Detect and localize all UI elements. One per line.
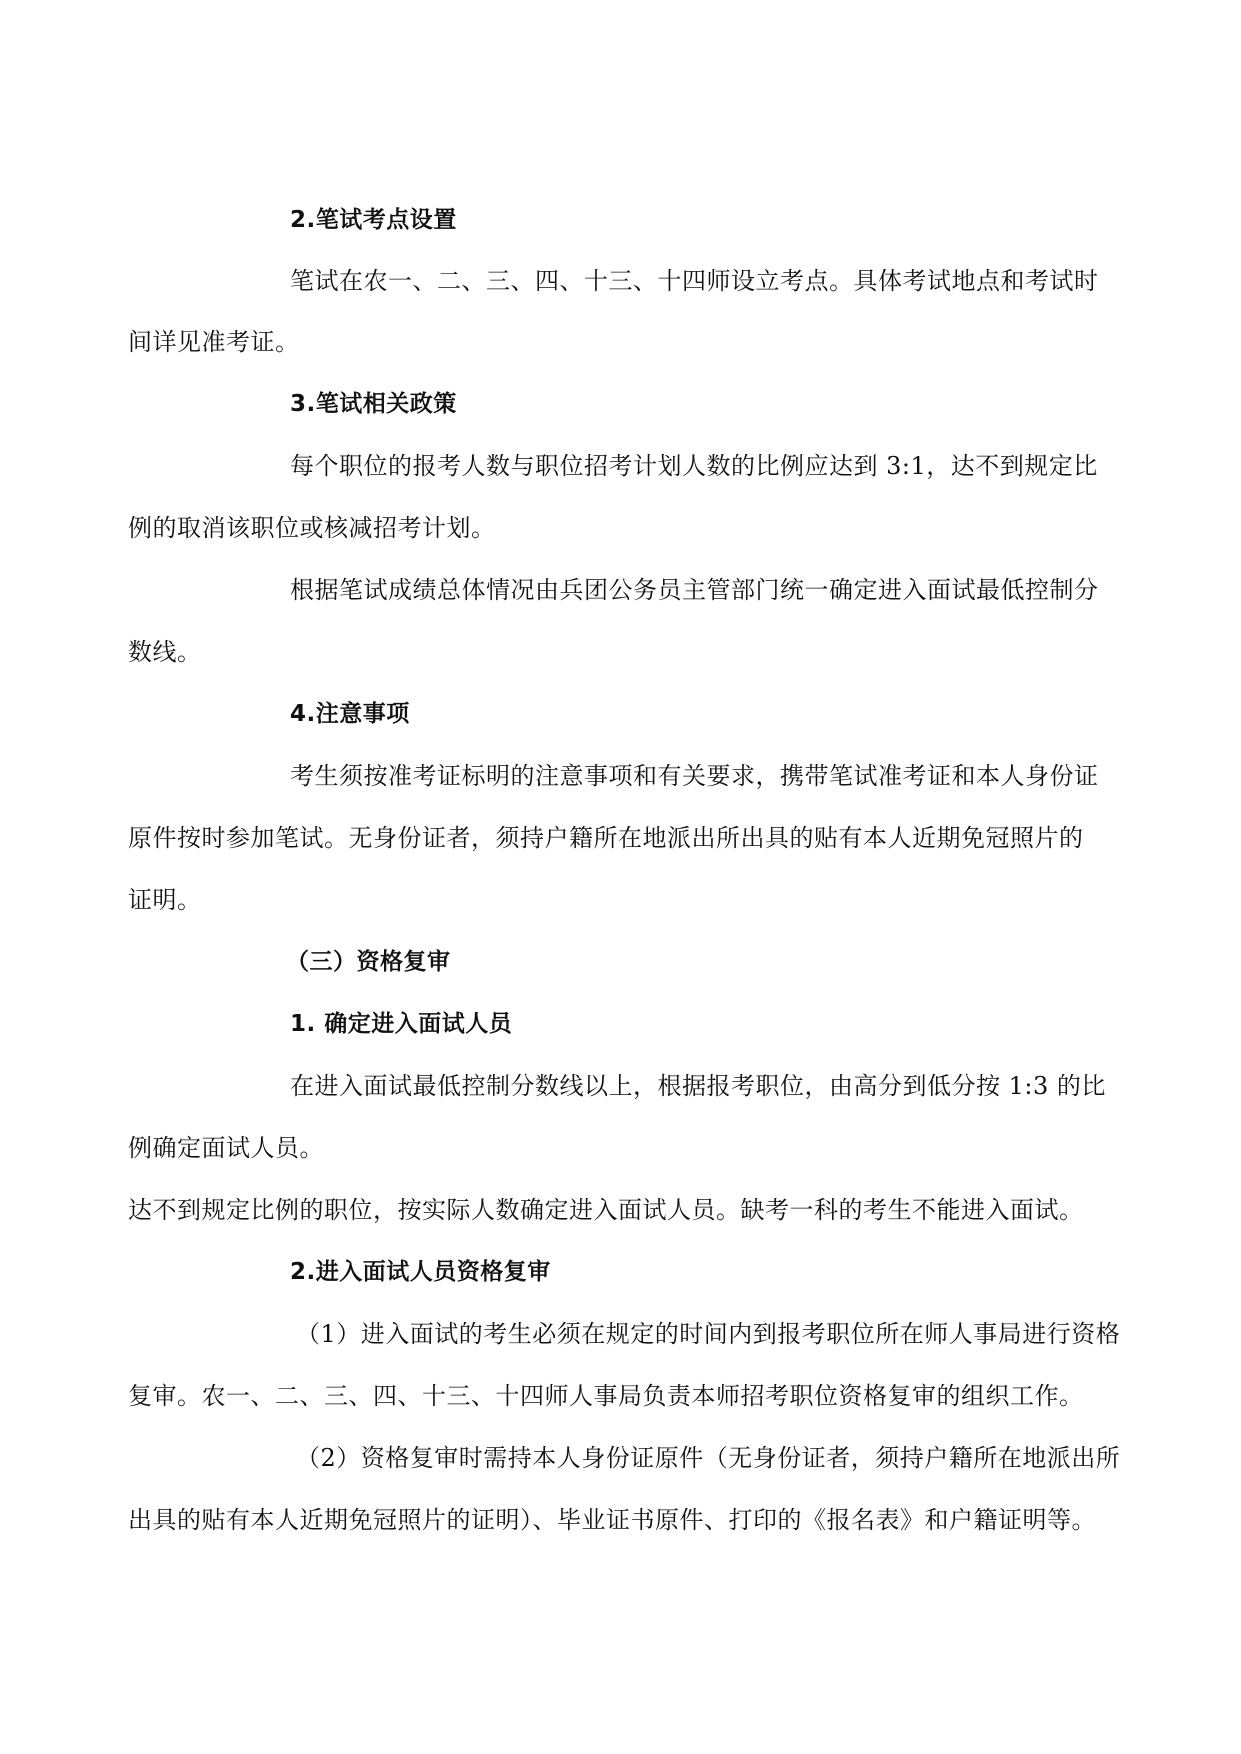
paragraph-line: 考生须按准考证标明的注意事项和有关要求，携带笔试准考证和本人身份证 [290,762,1099,790]
paragraph-line: 根据笔试成绩总体情况由兵团公务员主管部门统一确定进入面试最低控制分 [290,576,1099,604]
paragraph-line: 例确定面试人员。 [128,1134,324,1162]
paragraph-line: 达不到规定比例的职位，按实际人数确定进入面试人员。缺考一科的考生不能进入面试。 [128,1196,1084,1224]
paragraph-line: 每个职位的报考人数与职位招考计划人数的比例应达到 3:1，达不到规定比 [290,452,1098,480]
paragraph-line: 数线。 [128,638,202,666]
heading-exam-sites: 2.笔试考点设置 [290,207,457,233]
heading-exam-policy: 3.笔试相关政策 [290,391,457,417]
heading-notes: 4.注意事项 [290,701,410,727]
heading-review: 2.进入面试人员资格复审 [290,1259,551,1285]
paragraph-line: 间详见准考证。 [128,328,300,356]
heading-interviewees: 1. 确定进入面试人员 [290,1011,513,1037]
section-heading: （三）资格复审 [286,949,451,975]
paragraph-line: 原件按时参加笔试。无身份证者，须持户籍所在地派出所出具的贴有本人近期免冠照片的 [128,824,1084,852]
paragraph-line: 出具的贴有本人近期免冠照片的证明）、毕业证书原件、打印的《报名表》和户籍证明等。 [128,1506,1096,1534]
paragraph-line: 证明。 [128,886,202,914]
paragraph-line: 复审。农一、二、三、四、十三、十四师人事局负责本师招考职位资格复审的组织工作。 [128,1382,1084,1410]
paragraph-line: 例的取消该职位或核减招考计划。 [128,514,496,542]
paragraph-line: 在进入面试最低控制分数线以上，根据报考职位，由高分到低分按 1:3 的比 [290,1072,1106,1100]
paragraph-line: （2）资格复审时需持本人身份证原件（无身份证者，须持户籍所在地派出所 [296,1444,1121,1472]
paragraph-line: 笔试在农一、二、三、四、十三、十四师设立考点。具体考试地点和考试时 [290,267,1099,295]
paragraph-line: （1）进入面试的考生必须在规定的时间内到报考职位所在师人事局进行资格 [296,1320,1121,1348]
